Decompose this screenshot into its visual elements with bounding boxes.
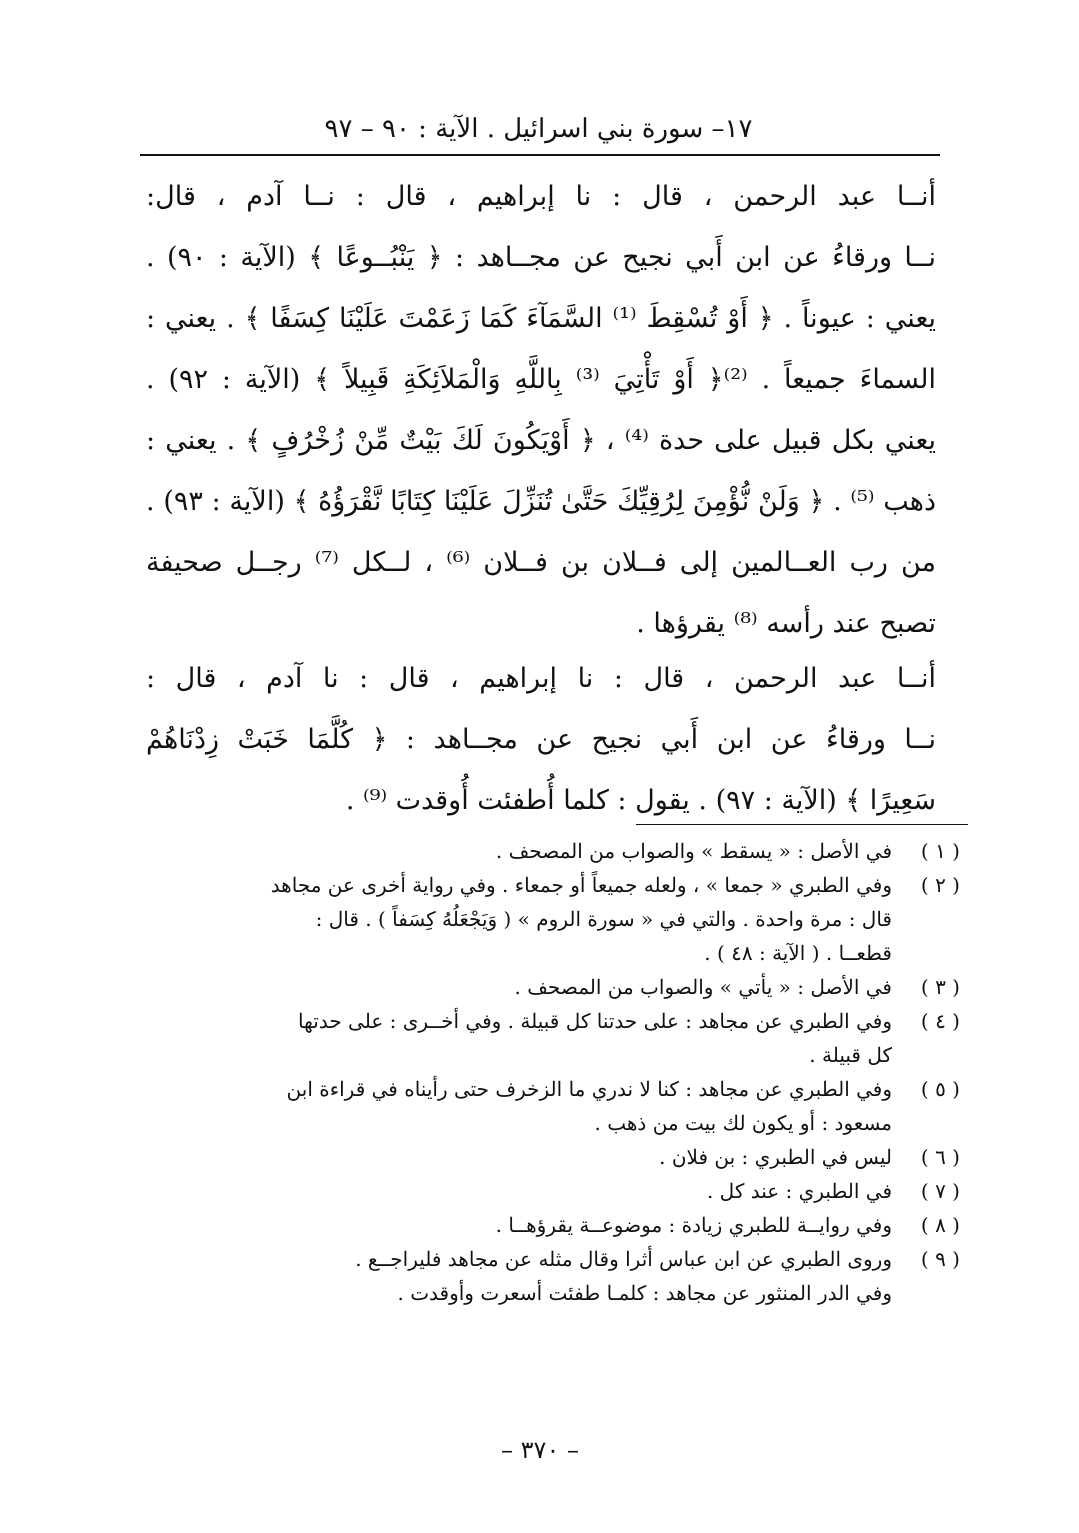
footnote-number: ( ١ ) [920, 839, 960, 863]
main-text [146, 166, 936, 838]
footnote-number: ( ٢ ) [920, 873, 960, 897]
page-number: – ٣٧٠ – [501, 1436, 579, 1464]
footnote-rule [636, 824, 968, 825]
footnote-line: في الطبري : عند كل . [706, 1179, 892, 1203]
footnote-text [140, 1072, 900, 1140]
footnote-number: ( ٨ ) [920, 1213, 960, 1237]
footnote-text [140, 1174, 900, 1208]
footnote-number: ( ٦ ) [920, 1145, 960, 1169]
footnote-line: وفي الطبري « جمعا » ، ولعله جميعاً أو جمعاء . وفي رواية أخرى عن مجاهد [270, 873, 892, 897]
footnote-line: وروى الطبري عن ابن عباس أثرا وقال مثله عن مجاهد فليراجــع . [355, 1247, 892, 1271]
footnote-line: ليس في الطبري : بن فلان . [659, 1145, 892, 1169]
footnote-9 [140, 1242, 960, 1310]
footnote-2 [140, 868, 960, 970]
text-line: تصبح عند رأسه ⁽⁸⁾ يقرؤها . [636, 608, 936, 639]
footnote-1 [140, 834, 960, 868]
text-line: من رب العــالمين إلى فــلان بن فــلان ⁽⁶⁾ ، لــكل ⁽⁷⁾ رجــل صحيفة [146, 547, 936, 578]
header-rule [140, 154, 940, 156]
paragraph-1 [146, 166, 936, 644]
footnote-line: وفي الطبري عن مجاهد : كنا لا ندري ما الزخرف حتى رأيناه في قراءة ابن [286, 1077, 892, 1101]
footnotes [140, 834, 960, 1310]
footnote-line: مسعود : أو يكون لك بيت من ذهب . [594, 1111, 892, 1135]
text-line: أنــا عبد الرحمن ، قال : نا إبراهيم ، قال : نــا آدم ، قال: [146, 181, 936, 212]
paragraph-2 [146, 648, 936, 838]
footnote-line: في الأصل : « يأتي » والصواب من المصحف . [514, 975, 892, 999]
text-line: نــا ورقاءُ عن ابن أَبي نجيح عن مجــاهد : ﴿ يَنْبُــوعًا ﴾ (الآية : ٩٠) . [146, 242, 936, 273]
footnote-number: ( ٥ ) [920, 1077, 960, 1101]
footnote-7 [140, 1174, 960, 1208]
footnote-line: في الأصل : « يسقط » والصواب من المصحف . [495, 839, 892, 863]
footnote-line: وفي الطبري عن مجاهد : على حدتنا كل قبيلة . وفي أخــرى : على حدتها [297, 1009, 892, 1033]
footnote-text [140, 868, 900, 970]
footnote-text [140, 1140, 900, 1174]
text-line: ذهب ⁽⁵⁾ . ﴿ وَلَنْ نُّؤْمِنَ لِرُقِيِّكَ حَتَّىٰ تُنَزِّلَ عَلَيْنَا كِتَابًا نَّقْرَؤُهُ ﴾ (الآية : ٩٣) . [146, 486, 936, 517]
footnote-line: وفي الدر المنثور عن مجاهد : كلمـا طفئت أسعرت وأوقدت . [397, 1281, 892, 1305]
footnote-number: ( ٩ ) [920, 1247, 960, 1271]
footnote-number: ( ٣ ) [920, 975, 960, 999]
footnote-text [140, 1208, 900, 1242]
footnote-number: ( ٤ ) [920, 1009, 960, 1033]
footnote-6 [140, 1140, 960, 1174]
footnote-text [140, 1004, 900, 1072]
running-head: ١٧– سورة بني اسرائيل . الآية : ٩٠ – ٩٧ [324, 114, 753, 144]
text-line: يعني بكل قبيل على حدة ⁽⁴⁾ ، ﴿ أَوْيَكُونَ لَكَ بَيْتٌ مِّنْ زُخْرُفٍ ﴾ . يعني : [146, 425, 936, 456]
footnote-3 [140, 970, 960, 1004]
text-line: أنــا عبد الرحمن ، قال : نا إبراهيم ، قال : نا آدم ، قال : [146, 663, 936, 694]
footnote-4 [140, 1004, 960, 1072]
text-line: نــا ورقاءُ عن ابن أَبي نجيح عن مجــاهد : ﴿ كُلَّمَا خَبَتْ زِدْنَاهُمْ [146, 724, 936, 755]
footnote-text [140, 834, 900, 868]
footnote-5 [140, 1072, 960, 1140]
text-line: سَعِيرًا ﴾ (الآية : ٩٧) . يقول : كلما أُطفئت أُوقدت ⁽⁹⁾ . [345, 785, 936, 816]
text-line: يعني : عيوناً . ﴿ أَوْ تُسْقِطَ ⁽¹⁾ السَّمَآءَ كَمَا زَعَمْتَ عَلَيْنَا كِسَفًا ﴾ . يعني : [146, 303, 936, 334]
footnote-line: قال : مرة واحدة . والتي في « سورة الروم » ( وَيَجْعَلُهُ كِسَفاً ) . قال : [315, 907, 892, 931]
footnote-number: ( ٧ ) [920, 1179, 960, 1203]
footnote-line: وفي روايــة للطبري زيادة : موضوعــة يقرؤهــا . [495, 1213, 892, 1237]
footnote-line: قطعــا . ( الآية : ٤٨ ) . [704, 941, 892, 965]
footnote-8 [140, 1208, 960, 1242]
footnote-text [140, 970, 900, 1004]
footnote-line: كل قبيلة . [809, 1043, 892, 1067]
footnote-text [140, 1242, 900, 1310]
text-line: السماءَ جميعاً . ⁽²⁾﴿ أَوْ تَأْتِيَ ⁽³⁾ بِاللَّهِ وَالْمَلاَئِكَةِ قَبِيلاً ﴾ (الآية : ٩٢) . [146, 364, 936, 395]
